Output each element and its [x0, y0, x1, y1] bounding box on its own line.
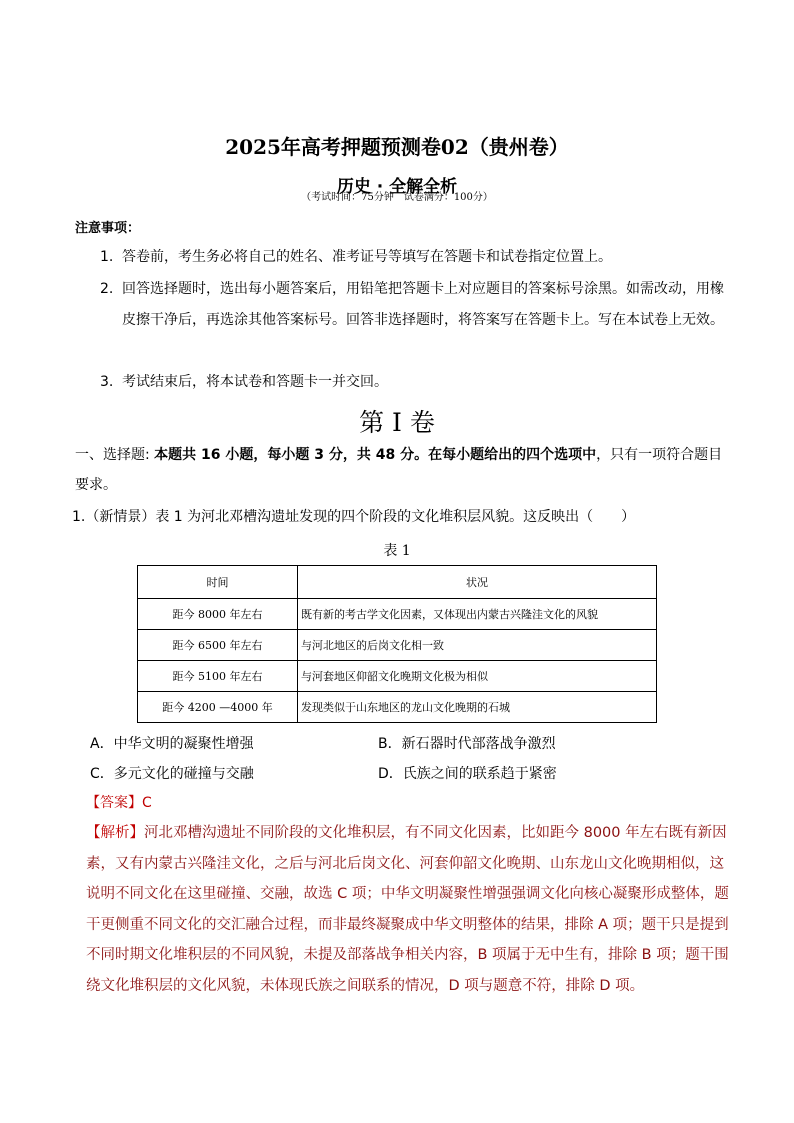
table-row: [138, 661, 657, 692]
answer-label: 【答案】: [86, 795, 142, 811]
document-title: 2025年高考押题预测卷02（贵州卷）: [225, 135, 569, 159]
table-header: 时间: [138, 566, 298, 599]
option-d: D．氏族之间的联系趋于紧密: [378, 766, 557, 782]
notes-heading: 注意事项：: [75, 221, 141, 236]
question-stem: 1.（新情景）表 1 为河北邓槽沟遗址发现的四个阶段的文化堆积层风貌。这反映出（ ）: [72, 509, 636, 525]
note-text: 考试结束后，将本试卷和答题卡一并交回。: [122, 374, 388, 390]
answer: [86, 792, 152, 812]
explanation-label: 【解析】: [86, 825, 144, 841]
table-cell-time: 距今 8000 年左右: [138, 599, 298, 630]
option-b: B．新石器时代部落战争激烈: [378, 736, 556, 752]
note-number: 1.: [100, 249, 114, 265]
table-cell-status: 与河套地区仰韶文化晚期文化极为相似: [298, 661, 657, 692]
option-a: A．中华文明的凝聚性增强: [90, 736, 254, 752]
section-intro: [75, 440, 723, 500]
document-subtitle: 历史 · 全解全析: [336, 177, 458, 197]
table-cell-time: 距今 5100 年左右: [138, 661, 298, 692]
intro-part: 本题共 16 小题，每小题 3 分，共 48 分。在每小题给出的: [154, 447, 527, 463]
note-text: 回答选择题时，选出每小题答案后，用铅笔把答题卡上对应题目的答案标号涂黑。如需改动，用橡皮擦干净后，再选涂其他答案标号。回答非选择题时，将答案写在答题卡上。写在本试卷上无效。: [122, 281, 724, 328]
table-header: 状况: [298, 566, 657, 599]
intro-emphasis: 四个选项中: [526, 447, 597, 463]
note-item: [100, 367, 725, 398]
intro-part: ，只有一项符合题目要求。: [75, 447, 723, 493]
intro-part: 一、选择题:: [75, 447, 155, 463]
data-table: [137, 565, 657, 723]
table-row: [138, 630, 657, 661]
note-item: [100, 274, 725, 336]
explanation: [86, 818, 736, 1001]
table-row: [138, 599, 657, 630]
note-text: 答卷前，考生务必将自己的姓名、准考证号等填写在答题卡和试卷指定位置上。: [122, 249, 612, 265]
section-title: 第 I 卷: [359, 408, 435, 437]
note-number: 2.: [100, 281, 114, 297]
option-c: C．多元文化的碰撞与交融: [90, 766, 254, 782]
table-cell-status: 与河北地区的后岗文化相一致: [298, 630, 657, 661]
explanation-text: 河北邓槽沟遗址不同阶段的文化堆积层，有不同文化因素，比如距今 8000 年左右既有新因素，又有内蒙古兴隆洼文化，之后与河北后岗文化、河套仰韶文化晚期、山东龙山文化晚期相似，这说明不同文化在这里碰撞、交融，故选 C 项；中华文明凝聚性增强强调文化向核心凝聚形成整体，题干更侧重不同文化的交汇融合过程，而非最终凝聚成中华文明整体的结果，排除 A 项；题干只是提到不同时期文化堆积层的不同风貌，未提及部落战争相关内容，B 项属于无中生有，排除 B 项；题干围绕文化堆积层的文化风貌，未体现氏族之间联系的情况，D 项与题意不符，排除 D 项。: [86, 825, 729, 994]
note-item: [100, 242, 725, 273]
table-cell-time: 距今 4200 —4000 年: [138, 692, 298, 723]
table-caption: 表 1: [383, 543, 411, 559]
table-header-row: [138, 566, 657, 599]
table-row: [138, 692, 657, 723]
table-cell-time: 距今 6500 年左右: [138, 630, 298, 661]
note-number: 3.: [100, 374, 114, 390]
exam-meta: （考试时间：75分钟 试卷满分：100分）: [301, 192, 493, 203]
answer-value: C: [142, 795, 152, 811]
table-cell-status: 发现类似于山东地区的龙山文化晚期的石城: [298, 692, 657, 723]
table-cell-status: 既有新的考古学文化因素，又体现出内蒙古兴隆洼文化的风貌: [298, 599, 657, 630]
